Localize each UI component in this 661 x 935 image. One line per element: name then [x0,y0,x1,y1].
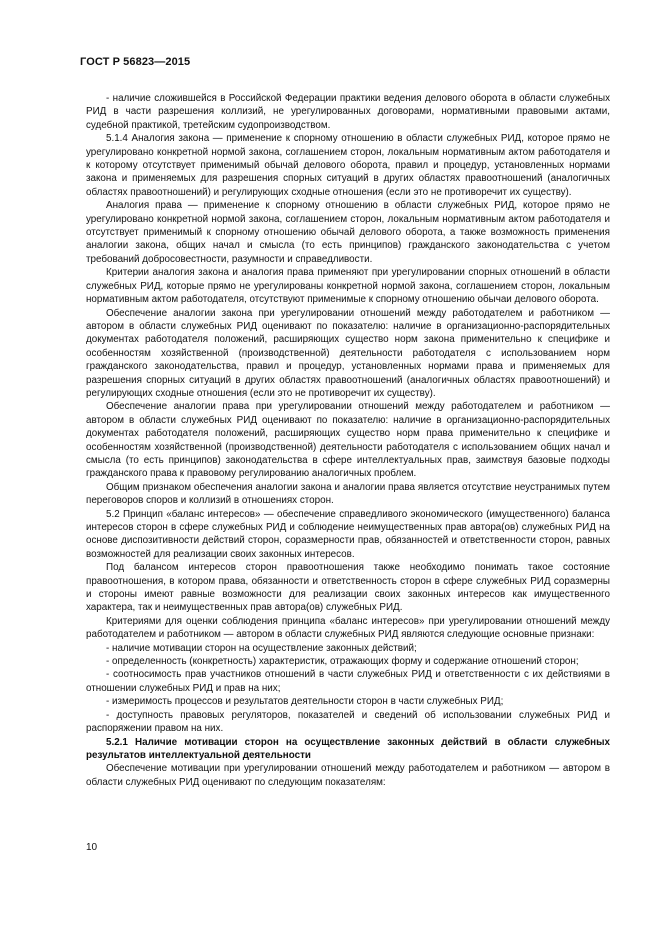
paragraph: Критериями для оценки соблюдения принципа «баланс интересов» при урегулировании отношений между работодателем и работником — автором в области служебных РИД являются следующие основные признаки: [86,615,610,641]
page-number: 10 [86,842,98,853]
paragraph: Обеспечение аналогии права при урегулировании отношений между работодателем и работником — автором в области служебных РИД оценивают по показателю: наличие в организационно-распорядительных документах работодателя положений, расширяющих существо норм права применительно к специфике и особенностям хозяйственной (производственной) деятельности работодателя с использованием общих начал и смысла (то есть принципов) законодательства в сфере интеллектуальных прав, заимствуя базовые подходы гражданского права к правовому регулированию аналогичных проблем. [86,401,610,480]
paragraph: Критерии аналогия закона и аналогия права применяют при урегулировании спорных отношений в области служебных РИД, которые прямо не урегулированы конкретной нормой закона, соглашением сторон, локальным нормативным актом работодателя, отсутствуют применимые к спорному отношению обычаи делового оборота. [86,267,610,306]
list-item: - наличие мотивации сторон на осуществление законных действий; [106,642,417,654]
document-body [86,92,610,789]
list-item: - измеримость процессов и результатов деятельности сторон в части служебных РИД; [106,696,504,708]
paragraph: Аналогия права — применение к спорному отношению в области служебных РИД, которое прямо не урегулировано конкретной нормой закона, соглашением сторон, локальным нормативным актом работодателя и отсутствует применимый к спорному отношению обычай делового оборота, а также возможность применения аналогии закона, общих начал и смысла (то есть принципов) гражданского законодательства с учетом требований добросовестности, разумности и справедливости. [86,200,610,265]
list-item: - определенность (конкретность) характеристик, отражающих форму и содержание отношений сторон; [106,656,579,668]
section-heading: 5.2.1 Наличие мотивации сторон на осуществление законных действий в области служебных результатов интеллектуальной деятельности [86,736,610,761]
list-item: - доступность правовых регуляторов, показателей и сведений об использовании служебных РИД и распоряжении правом на них. [86,709,610,735]
paragraph: - наличие сложившейся в Российской Федерации практики ведения делового оборота в области служебных РИД в части разрешения коллизий, не урегулированных договорами, нормативными правовыми актами, судебной практикой, третейским судопроизводством. [86,93,610,131]
list-item: - соотносимость прав участников отношений в части служебных РИД и ответственности с их действиями в отношении служебных РИД и прав на них; [86,669,610,694]
paragraph: 5.1.4 Аналогия закона — применение к спорному отношению в области служебных РИД, которое прямо не урегулировано конкретной нормой закона, соглашением сторон, локальным нормативным актом работодателя и к которому отсутствует применимый обычай делового оборота, правил и процедур, установленных нормами закона и применяемых для разрешения спорных ситуаций в других областях правоотношений (аналогичных областях правоотношений) и регулирующих сходные отношения (если это не противоречит их существу). [86,133,610,198]
paragraph: 5.2 Принцип «баланс интересов» — обеспечение справедливого экономического (имущественного) баланса интересов сторон в сфере служебных РИД и соблюдение неимущественных прав автора(ов) служебных РИД на основе диспозитивности действий сторон, соразмерности прав, обязанностей и ответственности сторон, равных возможностей для реализации своих законных интересов. [86,508,610,560]
paragraph: Обеспечение мотивации при урегулировании отношений между работодателем и работником — автором в области служебных РИД оценивают по следующим показателям: [86,763,610,788]
paragraph: Обеспечение аналогии закона при урегулировании отношений между работодателем и работником — автором в области служебных РИД оценивают по показателю: наличие в организационно-распорядительных документах работодателя положений, расширяющих существо норм закона применительно к специфике и особенностям хозяйственной (производственной) деятельности работодателя с использованием норм гражданского законодательства, правил и процедур, установленных нормами права и применяемых для разрешения спорных ситуаций в других областях правоотношений (аналогичных областях правоотношений) и регулирующих сходные отношения (если это не противоречит их существу). [86,307,610,399]
document-header: ГОСТ Р 56823—2015 [80,56,191,68]
paragraph: Общим признаком обеспечения аналогии закона и аналогии права является отсутствие неустранимых путем переговоров споров и коллизий в отношениях сторон. [86,481,610,507]
paragraph: Под балансом интересов сторон правоотношения также необходимо понимать такое состояние правоотношения, в котором права, обязанности и ответственность сторон в сфере служебных РИД соразмерны и стороны имеют равные возможности для реализации своих законных интересов как имущественного характера, так и неимущественных прав автора(ов) служебных РИД. [86,562,610,614]
